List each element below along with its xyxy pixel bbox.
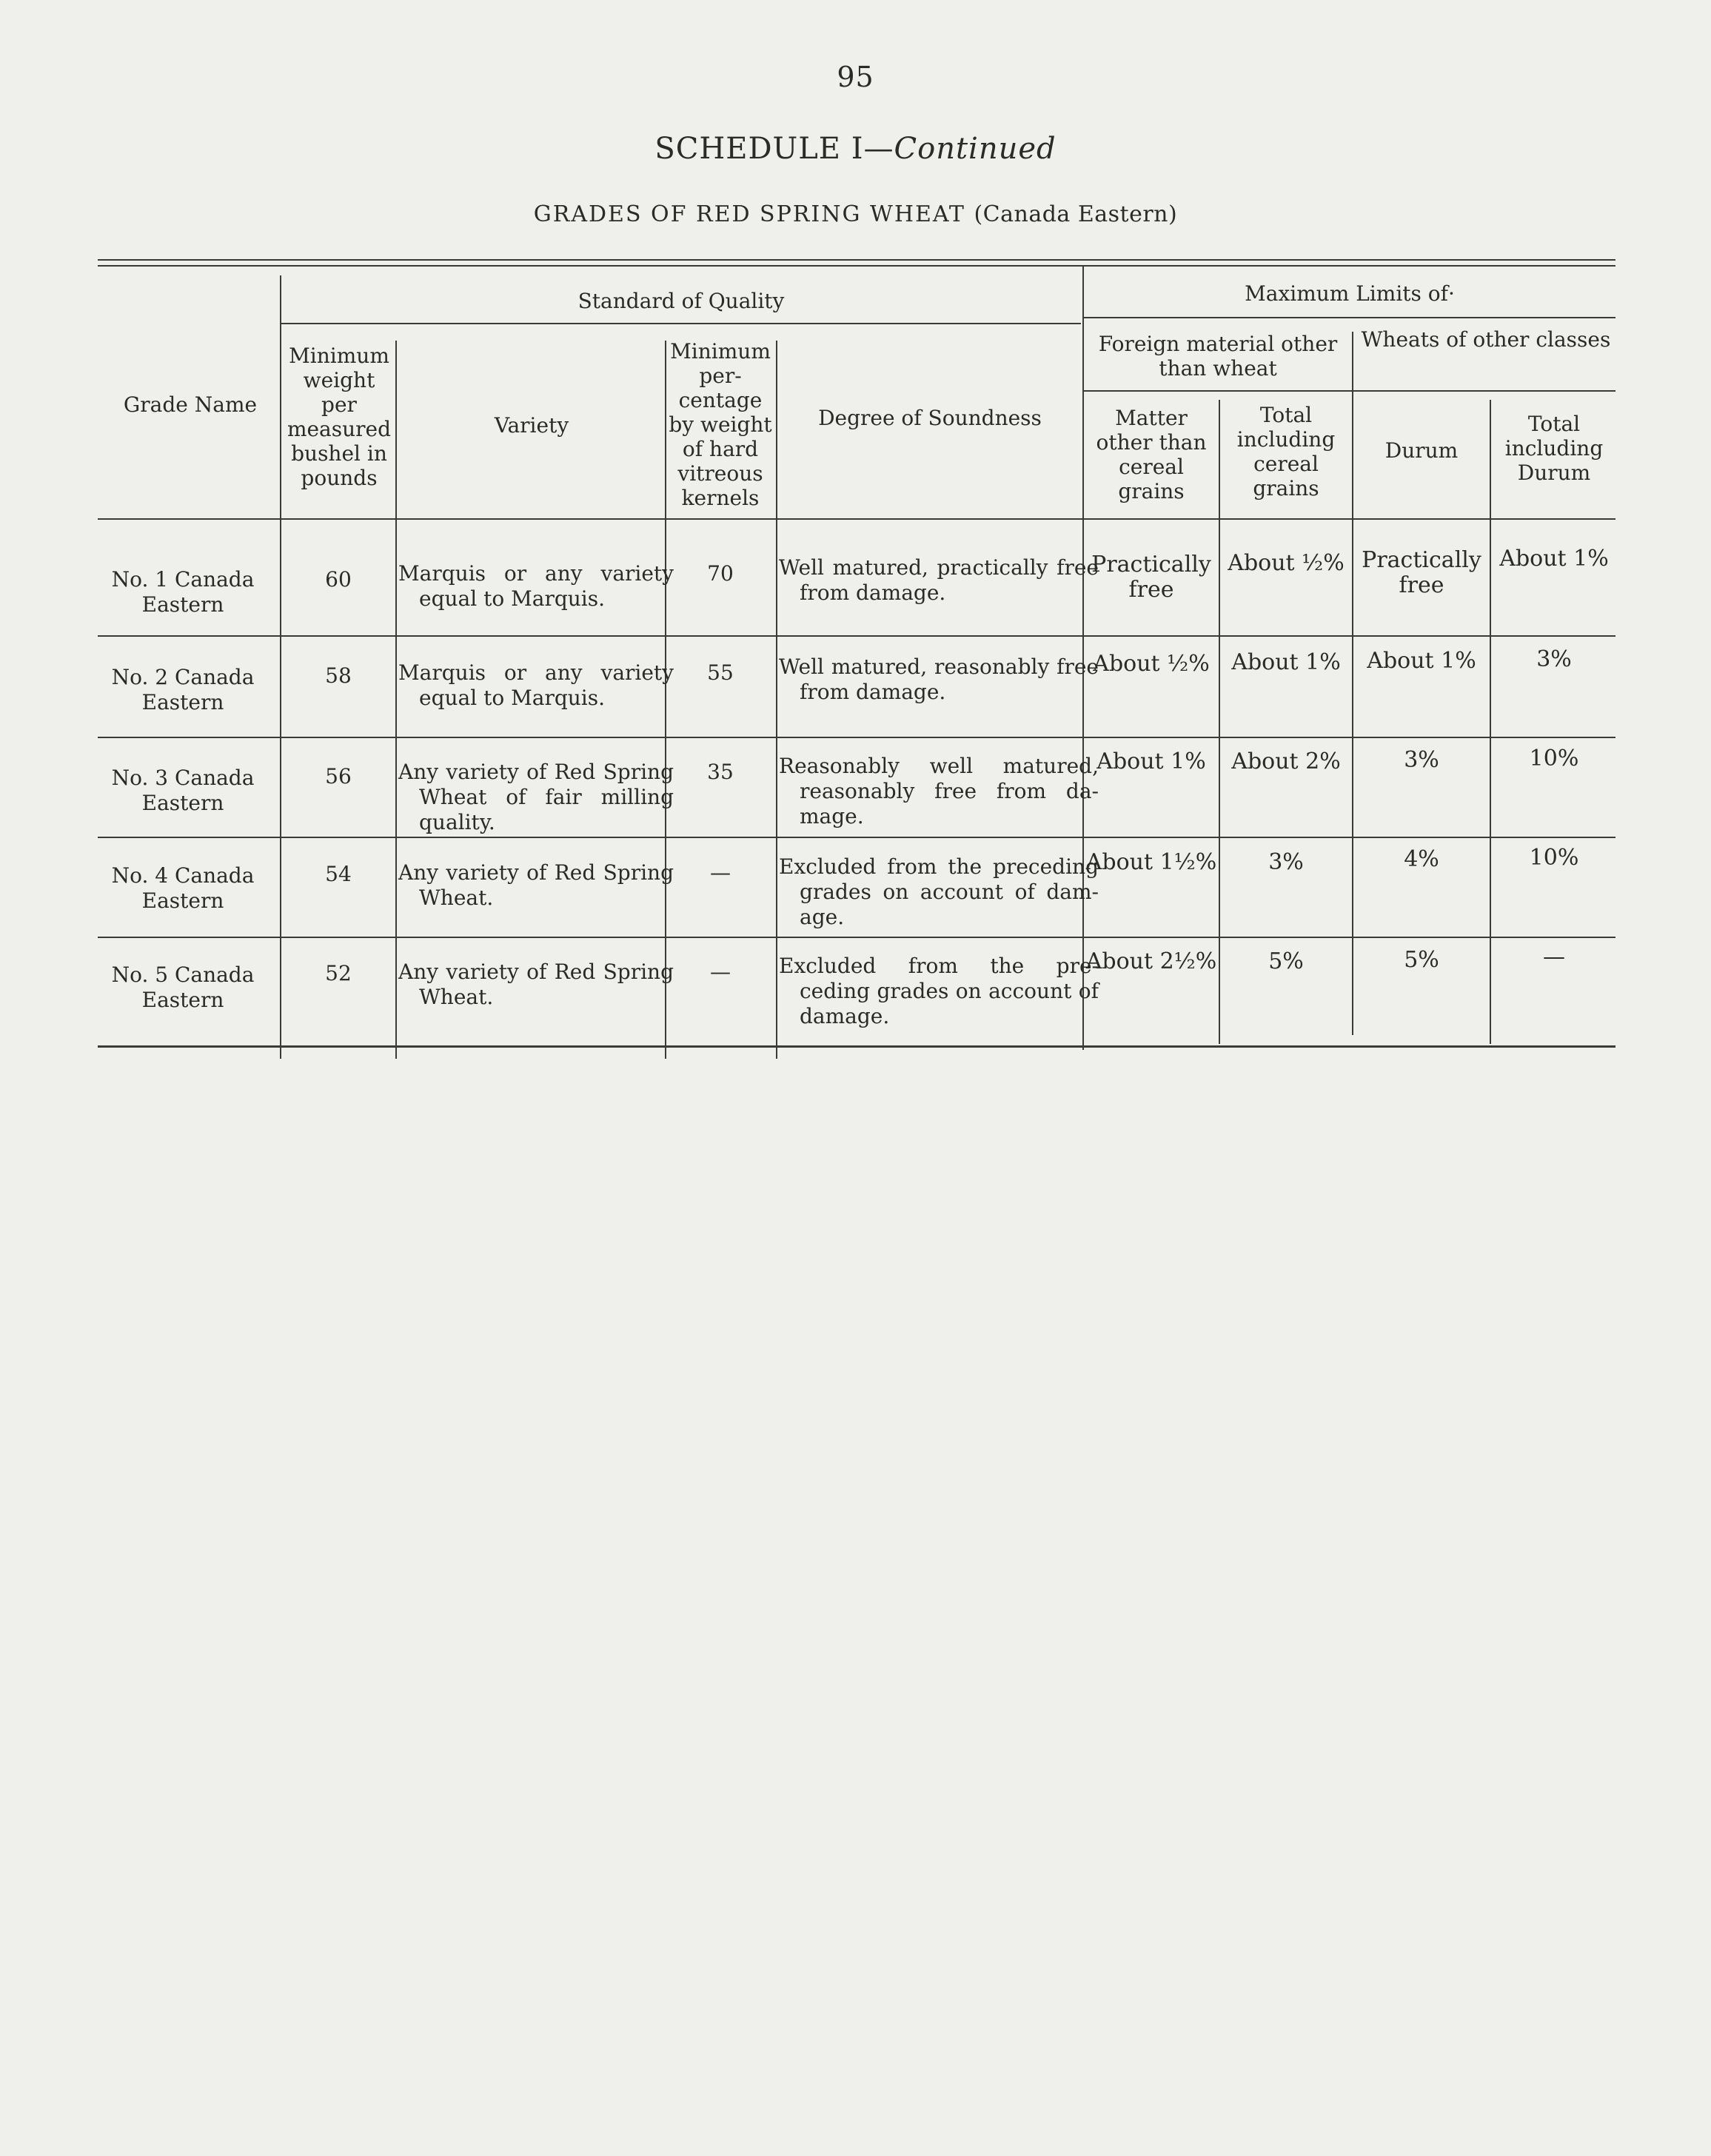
col-line-7 (1352, 332, 1353, 1035)
total-durum-cell: About 1% (1499, 546, 1609, 572)
variety-cell: Any variety of Red Spring Wheat. (398, 960, 674, 1009)
soundness-cell: Excluded from the pre- ceding grades on account of damage. (779, 954, 1099, 1028)
matter-other-cell: About 1½% (1085, 849, 1217, 875)
grade-name-cell: No. 2 Canada Eastern (111, 665, 255, 714)
header-durum: Durum (1384, 438, 1459, 463)
weight-cell: 56 (325, 764, 352, 789)
header-soundness: Degree of Soundness (818, 406, 1042, 430)
schedule-title (0, 132, 1711, 166)
header-bottom-line (98, 518, 1615, 520)
vitreous-cell: — (710, 860, 731, 885)
total-cereal-cell: About 1% (1231, 649, 1341, 675)
row-separator-3 (98, 837, 1615, 838)
header-line-sub (1082, 390, 1615, 392)
total-durum-cell: 3% (1536, 646, 1572, 672)
header-matter-other: Matter other than cereal grains (1096, 406, 1207, 503)
soundness-cell: Well matured, practically free from damage. (779, 555, 1099, 605)
durum-cell: 5% (1404, 947, 1439, 973)
schedule-title-main: SCHEDULE I— (654, 132, 894, 166)
total-cereal-cell: 5% (1268, 948, 1304, 974)
weight-cell: 58 (325, 663, 352, 688)
page-number: 95 (837, 61, 874, 93)
table-title (0, 201, 1711, 227)
total-cereal-cell: About ½% (1228, 550, 1345, 576)
matter-other-cell: About 1% (1096, 749, 1206, 774)
durum-cell: Practically free (1362, 547, 1481, 598)
header-standard-of-quality: Standard of Quality (577, 289, 785, 313)
vitreous-cell: — (710, 960, 731, 984)
variety-cell: Any variety of Red Spring Wheat of fair milling quality. (398, 760, 674, 834)
matter-other-cell: About 2½% (1085, 948, 1217, 974)
soundness-cell: Reasonably well matured, reasonably free from da- mage. (779, 754, 1099, 828)
header-line-maximum (1082, 317, 1615, 318)
total-durum-cell: 10% (1529, 845, 1579, 871)
table-title-main: GRADES OF RED SPRING WHEAT (533, 201, 965, 227)
soundness-cell: Excluded from the preceding grades on account of dam- age. (779, 854, 1099, 929)
total-cereal-cell: About 2% (1231, 749, 1341, 774)
vitreous-cell: 35 (707, 760, 734, 784)
vitreous-cell: 55 (707, 660, 734, 685)
grade-name-cell: No. 4 Canada Eastern (111, 863, 255, 913)
weight-cell: 52 (325, 961, 352, 985)
header-line-standard (281, 323, 1081, 324)
table-top-rule-2 (98, 265, 1615, 267)
col-line-4 (776, 341, 777, 1059)
grade-name-cell: No. 3 Canada Eastern (111, 766, 255, 815)
header-total-durum: Total including Durum (1504, 412, 1604, 485)
table-top-rule-1 (98, 259, 1615, 261)
header-min-percentage: Minimum per- centage by weight of hard vitreous kernels (669, 339, 772, 510)
col-line-6 (1219, 400, 1220, 1044)
variety-cell: Marquis or any variety equal to Marquis. (398, 561, 674, 611)
header-grade-name: Grade Name (123, 392, 258, 417)
grade-name-cell: No. 1 Canada Eastern (111, 567, 255, 617)
soundness-cell: Well matured, reasonably free from damage. (779, 654, 1099, 704)
total-durum-cell: 10% (1529, 746, 1579, 771)
row-separator-1 (98, 635, 1615, 637)
header-total-cereal: Total including cereal grains (1236, 403, 1336, 500)
col-line-2 (395, 341, 397, 1059)
durum-cell: About 1% (1367, 648, 1476, 674)
table-bottom-rule (98, 1045, 1615, 1048)
vitreous-cell: 70 (707, 561, 734, 586)
total-cereal-cell: 3% (1268, 849, 1304, 875)
weight-cell: 60 (325, 567, 352, 592)
total-durum-cell: — (1543, 944, 1565, 970)
grade-name-cell: No. 5 Canada Eastern (111, 962, 255, 1012)
weight-cell: 54 (325, 862, 352, 886)
matter-other-cell: Practically free (1091, 552, 1211, 603)
durum-cell: 4% (1404, 846, 1439, 872)
row-separator-4 (98, 937, 1615, 938)
header-min-weight: Minimum weight per measured bushel in pounds (287, 344, 392, 490)
header-foreign-material: Foreign material other than wheat (1098, 332, 1338, 381)
schedule-title-continued: Continued (894, 132, 1057, 166)
matter-other-cell: About ½% (1093, 651, 1210, 677)
variety-cell: Any variety of Red Spring Wheat. (398, 860, 674, 910)
durum-cell: 3% (1404, 747, 1439, 773)
variety-cell: Marquis or any variety equal to Marquis. (398, 660, 674, 710)
row-separator-2 (98, 737, 1615, 738)
header-wheats-other: Wheats of other classes (1361, 327, 1611, 352)
table-title-sub: (Canada Eastern) (974, 201, 1178, 227)
header-variety: Variety (494, 413, 569, 438)
col-line-8 (1490, 400, 1491, 1044)
header-maximum-limits: Maximum Limits of· (1245, 281, 1455, 306)
